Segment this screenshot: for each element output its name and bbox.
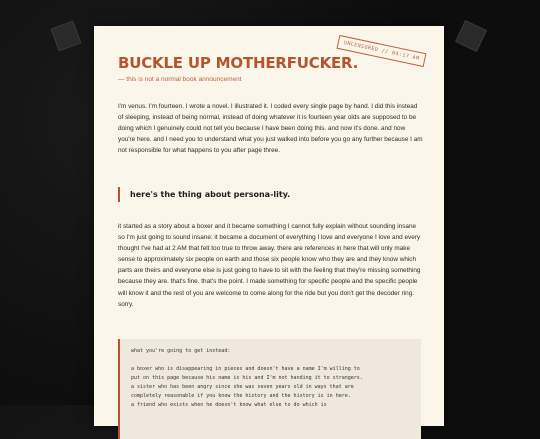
code-line: a sister who has been angry since she was seven years old in ways that are (131, 384, 354, 390)
code-line: a friend who exists when he doesn't know what else to do which is (131, 402, 327, 408)
page-subtitle: — this is not a normal book announcement (118, 76, 242, 83)
page-title: BUCKLE UP MOTHERFUCKER. (118, 54, 359, 72)
intro-paragraph: I'm venus. I'm fourteen. I wrote a novel. I illustrated it. I coded every single page by hand. I did this instead of sleeping, instead of being normal, instead of doing whatever it is fourteen year olds are supposed to be doing which I genuinely could not tell you because I have been doing this. and now it's done. and now you're here. and I need you to understand what you just walked into before you go any further because I am not responsible for what happens to you after page three. (118, 103, 423, 155)
timestamp-stamp: UNCENSORED // 04:17 AM (336, 35, 426, 67)
section-heading: here's the thing about persona-lity. (118, 187, 290, 202)
decorative-square (455, 20, 487, 52)
body-paragraph: it started as a story about a boxer and it became something I cannot fully explain without sounding insane so I'm just going to sound insane: it became a document of everything I love and everyone I love and every thought I've had at 2 AM that felt too true to throw away. there are references in here that will only make sense to approximately six people on earth and those six people know who they are and they know which parts are theirs and everyone else is just going to have to sit with the feeling that they're missing something because they are. that's fine. that's the point. I made something for specific people and the specific people will know it and the rest of you are welcome to come along for the ride but you don't get the decoder ring. sorry. (118, 223, 421, 308)
code-line: put on this page because his name is his and I'm not handing it to strangers. (131, 375, 363, 381)
code-block (118, 339, 421, 439)
code-line: completely reasonable if you know the history and the history is in here. (131, 393, 351, 399)
code-block-heading: what you're going to get instead: (131, 348, 231, 354)
code-line: a boxer who is disappearing in pieces and doesn't have a name I'm willing to (131, 366, 360, 372)
decorative-square (51, 21, 82, 52)
document-page (94, 26, 444, 426)
